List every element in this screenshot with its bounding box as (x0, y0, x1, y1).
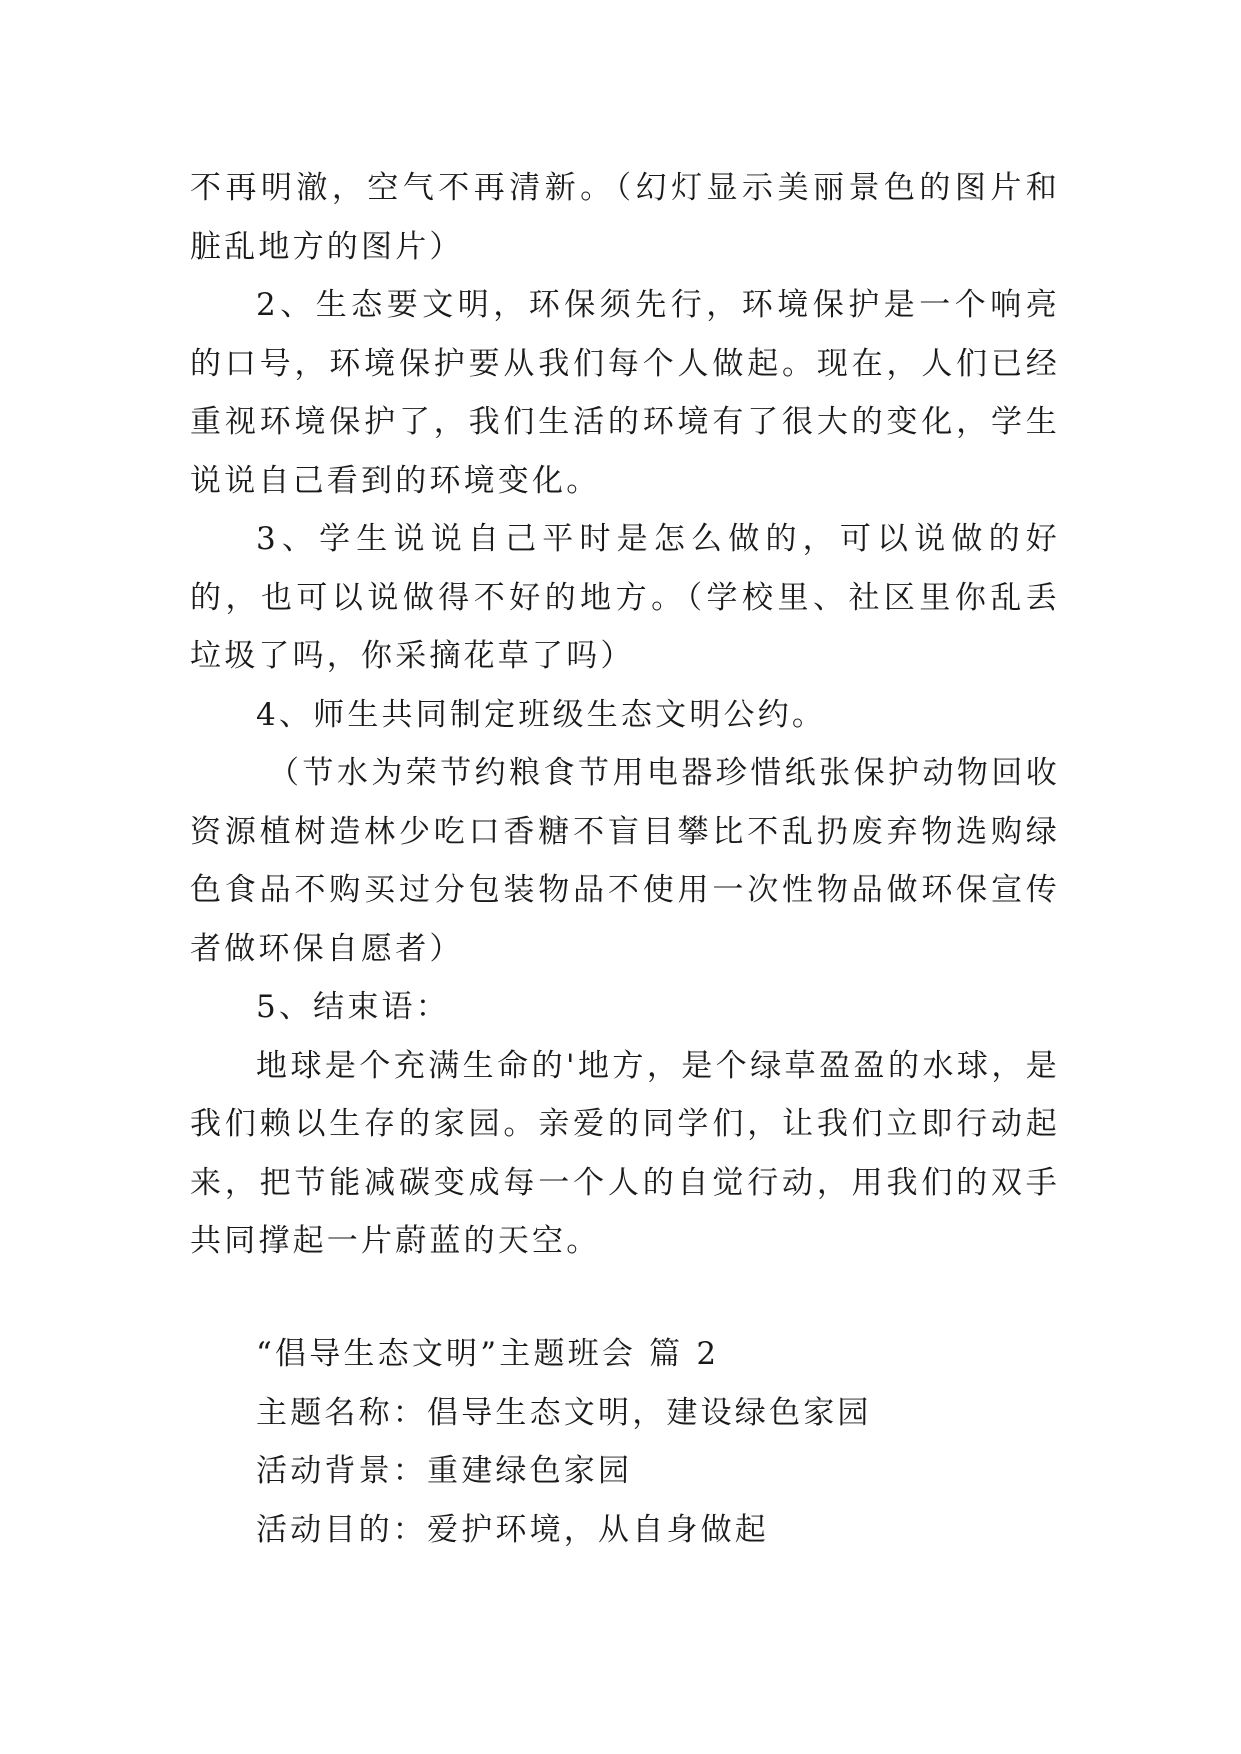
paragraph-item-4: 4、师生共同制定班级生态文明公约。 (256, 696, 827, 733)
paragraph-item-2: 2、生态要文明，环保须先行，环境保护是一个响亮的口号，环境保护要从我们每个人做起。现在，人们已经重视环境保护了，我们生活的环境有了很大的变化，学生说说自己看到的环境变化。 (190, 287, 1060, 499)
activity-background-line: 活动背景：重建绿色家园 (256, 1453, 633, 1489)
section-2 (190, 1325, 1060, 1559)
document-body (190, 159, 1060, 1271)
paragraph-continuation: 不再明澈，空气不再清新。（幻灯显示美丽景色的图片和脏乱地方的图片） (190, 170, 1060, 265)
paragraph-item-3: 3、学生说说自己平时是怎么做的，可以说做的好的，也可以说做得不好的地方。（学校里、社区里你乱丢垃圾了吗，你采摘花草了吗） (190, 521, 1060, 674)
theme-name-line: 主题名称：倡导生态文明，建设绿色家园 (256, 1394, 872, 1431)
paragraph-item-5: 5、结束语： (256, 989, 450, 1025)
paragraph-closing: 地球是个充满生命的'地方，是个绿草盈盈的水球，是我们赖以生存的家园。亲爱的同学们，让我们立即行动起来，把节能减碳变成每一个人的自觉行动，用我们的双手共同撑起一片蔚蓝的天空。 (190, 1047, 1060, 1259)
section-heading: “倡导生态文明”主题班会 篇 2 (256, 1336, 720, 1372)
activity-purpose-line: 活动目的：爱护环境，从自身做起 (256, 1511, 769, 1548)
paragraph-convention-list: （节水为荣节约粮食节用电器珍惜纸张保护动物回收资源植树造林少吃口香糖不盲目攀比不乱扔废弃物选购绿色食品不购买过分包装物品不使用一次性物品做环保宣传者做环保自愿者） (190, 755, 1060, 967)
